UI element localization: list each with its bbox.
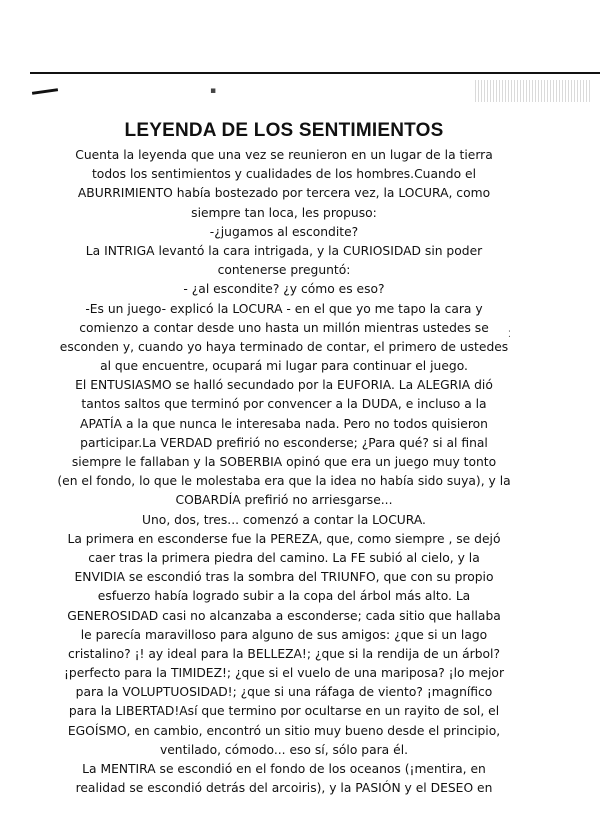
- document-title: LEYENDA DE LOS SENTIMIENTOS: [124, 120, 444, 141]
- text-line: comienzo a contar desde uno hasta un millón mientras ustedes se: [79, 320, 489, 335]
- text-line: cristalino? ¡! ay ideal para la BELLEZA!; ¿que si la rendija de un árbol?: [68, 646, 500, 661]
- text-line: siempre le fallaban y la SOBERBIA opinó que era un juego muy tonto: [71, 455, 497, 469]
- text-line: ABURRIMIENTO había bostezado por tercera vez, la LOCURA, como: [77, 186, 491, 201]
- text-line: -¿jugamos al escondite?: [209, 224, 359, 239]
- document-body: [34, 120, 534, 798]
- text-line: esfuerzo había logrado subir a la copa del árbol más alto. La: [97, 589, 471, 604]
- text-line: - ¿al escondite? ¿y cómo es eso?: [183, 282, 385, 297]
- text-line: El ENTUSIASMO se halló secundado por la EUFORIA. La ALEGRIA dió: [75, 378, 493, 393]
- text-line: COBARDÍA prefirió no arriesgarse...: [175, 493, 393, 508]
- text-line: Uno, dos, tres... comenzó a contar la LOCURA.: [142, 512, 426, 527]
- text-line: realidad se escondió detrás del arcoiris), y la PASIÓN y el DESEO en: [75, 781, 493, 796]
- text-line: tantos saltos que terminó por convencer a la DUDA, e incluso a la: [81, 397, 487, 412]
- scan-top-rule: [30, 72, 600, 74]
- text-line: GENEROSIDAD casi no alcanzaba a esconderse; cada sitio que hallaba: [67, 608, 501, 623]
- text-line: La primera en esconderse fue la PEREZA, que, como siempre , se dejó: [67, 531, 501, 546]
- text-line: (en el fondo, lo que le molestaba era que la idea no había sido suya), y la: [57, 474, 511, 489]
- scan-artifact-mark: [32, 88, 58, 95]
- text-line: para la VOLUPTUOSIDAD!; ¿que si una ráfaga de viento? ¡magnífico: [75, 685, 493, 700]
- text-line: La MENTIRA se escondió en el fondo de los oceanos (¡mentira, en: [82, 762, 486, 776]
- text-line: La INTRIGA levantó la cara intrigada, y la CURIOSIDAD sin poder: [85, 243, 483, 258]
- text-line: APATÍA a la que nunca le interesaba nada. Pero no todos quisieron: [80, 416, 488, 431]
- text-line: EGOÍSMO, en cambio, encontró un sitio muy bueno desde el principio,: [67, 723, 501, 738]
- text-line: siempre tan loca, les propuso:: [191, 205, 377, 220]
- text-line: esconden y, cuando yo haya terminado de contar, el primero de ustedes: [59, 339, 509, 354]
- text-line: todos los sentimientos y cualidades de los hombres.Cuando el: [91, 167, 477, 182]
- text-line: caer tras la primera piedra del camino. La FE subió al cielo, y la: [88, 550, 480, 565]
- text-line: le parecía maravilloso para alguno de sus amigos: ¿que si un lago: [80, 627, 488, 642]
- text-line: ventilado, cómodo... eso sí, sólo para él.: [159, 742, 409, 757]
- scan-noise: [475, 80, 590, 102]
- document-text: [34, 146, 534, 798]
- text-line: contenerse preguntó:: [217, 263, 351, 278]
- text-line: Cuenta la leyenda que una vez se reunieron en un lugar de la tierra: [75, 148, 493, 162]
- text-line: ENVIDIA se escondió tras la sombra del TRIUNFO, que con su propio: [74, 570, 494, 585]
- text-line: participar.La VERDAD prefirió no esconderse; ¿Para qué? si al final: [80, 435, 488, 450]
- text-line: ¡perfecto para la TIMIDEZ!; ¿que si el vuelo de una mariposa? ¡lo mejor: [63, 666, 505, 681]
- scan-speck: ▪: [210, 86, 217, 96]
- text-line: -Es un juego- explicó la LOCURA - en el que yo me tapo la cara y: [85, 301, 483, 316]
- scan-speck: ⁚: [508, 330, 511, 340]
- text-line: al que encuentre, ocupará mi lugar para continuar el juego.: [100, 359, 468, 374]
- text-line: para la LIBERTAD!Así que termino por ocultarse en un rayito de sol, el: [68, 704, 500, 719]
